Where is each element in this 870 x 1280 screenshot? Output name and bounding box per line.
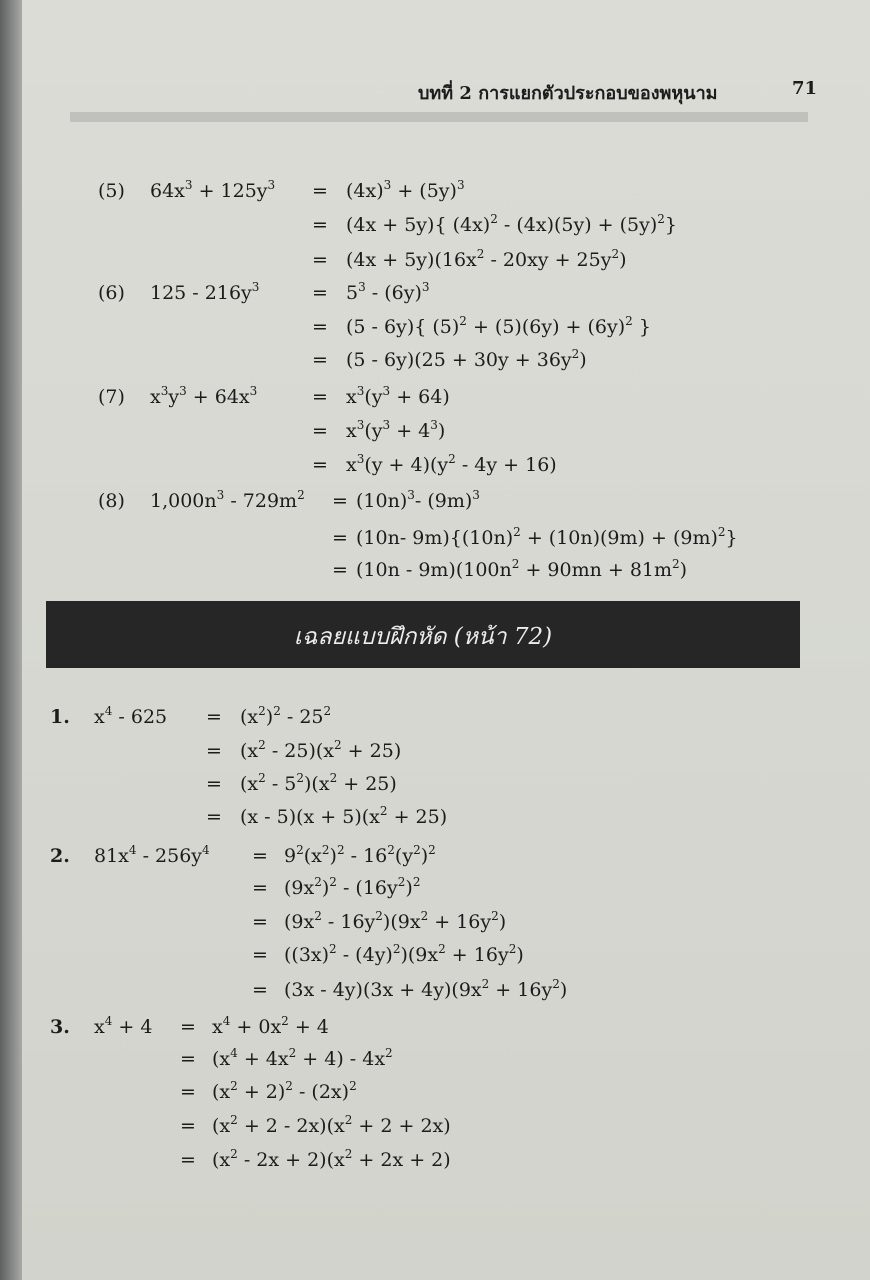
equals-sign: = — [252, 877, 268, 899]
step: $(x^4 + 4x^2 + 4) - 4x^2$ — [212, 1046, 393, 1070]
header-rule — [70, 112, 808, 122]
equals-sign: = — [180, 1115, 196, 1137]
equals-sign: = — [312, 420, 328, 442]
step: $(10n)^3-$ $(9m)^3$ — [356, 488, 480, 512]
equals-sign: = — [206, 740, 222, 762]
step: $(x^2 + 2 - 2x)(x^2 + 2 + 2x)$ — [212, 1113, 451, 1137]
step: (4x + 5y){ $(4x)^2 - (4x)(5y) + (5y)^2$} — [346, 212, 678, 236]
example-lhs: $1,000n^3 - 729m^2$ — [150, 488, 305, 512]
equals-sign: = — [312, 454, 328, 476]
example-label: (8) — [98, 490, 125, 512]
equals-sign: = — [332, 490, 348, 512]
step: $(9x^2)^2 - (16y^2)^2$ — [284, 875, 421, 899]
page-number: 71 — [792, 78, 818, 99]
step: $(x^2 - 2x + 2)(x^2 + 2x + 2)$ — [212, 1147, 451, 1171]
exercise-number: 2. — [50, 845, 70, 867]
step: $9^2(x^2)^2 - 16^2(y^2)^2$ — [284, 843, 436, 867]
step: $(10n - 9m)(100n^2 + 90mn + 81m^2)$ — [356, 557, 688, 581]
example-label: (7) — [98, 386, 125, 408]
exercise-number: 3. — [50, 1016, 70, 1038]
equals-sign: = — [312, 249, 328, 271]
equals-sign: = — [252, 911, 268, 933]
equals-sign: = — [312, 316, 328, 338]
banner-title: เฉลยแบบฝึกหัด (หน้า 72) — [293, 624, 553, 650]
equals-sign: = — [180, 1149, 196, 1171]
equals-sign: = — [312, 349, 328, 371]
example-label: (6) — [98, 282, 125, 304]
step: (5 - 6y){ $(5)^2 + (5)(6y) + (6y)^2$ } — [346, 314, 651, 338]
step: $(x^2 - 25)(x^2 + 25)$ — [240, 738, 402, 762]
exercise-number: 1. — [50, 706, 70, 728]
example-label: (5) — [98, 180, 125, 202]
equals-sign: = — [180, 1016, 196, 1038]
step: $(x^2)^2 - 25^2$ — [240, 704, 332, 728]
equals-sign: = — [312, 386, 328, 408]
step: $x^3(y^3 + 4^3)$ — [346, 418, 446, 442]
step: $(4x + 5y)(16x^2 - 20xy + 25y^2)$ — [346, 247, 627, 271]
section-banner — [46, 601, 800, 668]
exercise-lhs: $x^4 - 625$ — [94, 704, 168, 728]
step: $(5 - 6y)(25 + 30y + 36y^2)$ — [346, 347, 587, 371]
equals-sign: = — [206, 706, 222, 728]
chapter-header: บทที่ 2 การแยกตัวประกอบของพหุนาม — [418, 83, 718, 104]
step: $x^3(y + 4)(y^2 - 4y + 16)$ — [346, 452, 557, 476]
exercise-lhs: $x^4 + 4$ — [94, 1014, 153, 1038]
equals-sign: = — [180, 1048, 196, 1070]
equals-sign: = — [252, 979, 268, 1001]
equals-sign: = — [206, 773, 222, 795]
step: $x^4 + 0x^2 + 4$ — [212, 1014, 329, 1038]
step: $5^3 - (6y)^3$ — [346, 280, 430, 304]
step: (10n- $9m)\{(10n)^2 + (10n)(9m) + (9m)^2\}$ — [356, 525, 738, 549]
equals-sign: = — [252, 845, 268, 867]
example-lhs: $x^3y^3 + 64x^3$ — [150, 384, 258, 408]
step: $(x^2 - 5^2)(x^2 + 25)$ — [240, 771, 397, 795]
equals-sign: = — [312, 214, 328, 236]
equals-sign: = — [332, 527, 348, 549]
step: $(4x)^3 + (5y)^3$ — [346, 178, 465, 202]
equals-sign: = — [252, 944, 268, 966]
exercise-lhs: $81x^4 - 256y^4$ — [94, 843, 210, 867]
example-lhs: $125 - 216y^3$ — [150, 280, 260, 304]
step: $(x^2 + 2)^2 - (2x)^2$ — [212, 1079, 357, 1103]
step: $(9x^2 - 16y^2)(9x^2 + 16y^2)$ — [284, 909, 507, 933]
example-lhs: $64x^3 + 125y^3$ — [150, 178, 276, 202]
step: $(x - 5)(x + 5)(x^2 + 25)$ — [240, 804, 448, 828]
equals-sign: = — [332, 559, 348, 581]
equals-sign: = — [180, 1081, 196, 1103]
equals-sign: = — [206, 806, 222, 828]
step: $((3x)^2 - (4y)^2)(9x^2 + 16y^2)$ — [284, 942, 524, 966]
step: $x^3(y^3 + 64)$ — [346, 384, 450, 408]
equals-sign: = — [312, 180, 328, 202]
step: $(3x - 4y)(3x + 4y)(9x^2 + 16y^2)$ — [284, 977, 568, 1001]
equals-sign: = — [312, 282, 328, 304]
